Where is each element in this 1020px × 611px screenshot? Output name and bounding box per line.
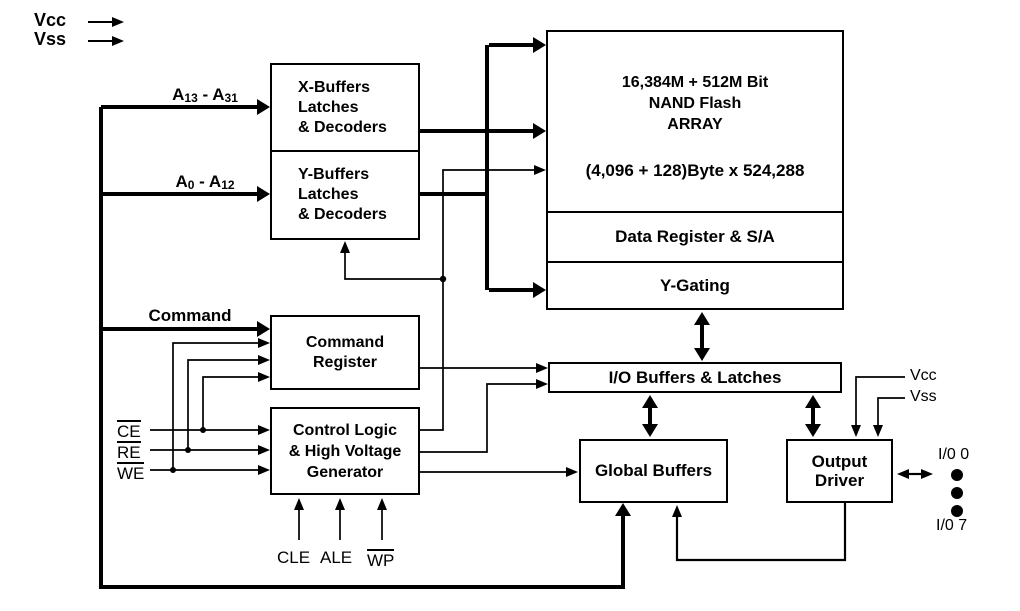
io-buffers-block — [548, 362, 842, 393]
y-buffers-label-line: & Decoders — [298, 206, 387, 223]
re-signal-label: RE — [117, 443, 141, 462]
x-buffers-label-line: Latches — [298, 98, 359, 116]
address-decode-bus-wires — [420, 45, 533, 290]
command-register-label-line: Command — [305, 333, 385, 351]
io-pin-first-label: I/0 0 — [938, 446, 970, 463]
vcc-input-label: Vcc — [34, 10, 67, 30]
command-register-label-line: Register — [312, 353, 378, 371]
y-buffers-label-line: Latches — [298, 186, 359, 203]
y-buffers-label-line: Y-Buffers — [298, 166, 370, 183]
control-logic-block — [270, 407, 420, 495]
output-driver-label-line: Output — [811, 452, 868, 471]
global-buffers-label: Global Buffers — [594, 461, 713, 480]
nand-array-title-line: ARRAY — [667, 116, 723, 133]
vss-right-label: Vss — [910, 388, 937, 405]
y-buffers-block — [270, 150, 420, 240]
wp-signal-label: WP — [367, 551, 395, 570]
vss-input-label: Vss — [34, 29, 67, 49]
cle-signal-label: CLE — [277, 548, 311, 567]
nand-array-title — [546, 72, 844, 135]
control-logic-label-line: & High Voltage — [288, 442, 402, 460]
io-buffers-label: I/O Buffers & Latches — [608, 367, 782, 387]
control-logic-label-line: Control Logic — [293, 421, 397, 439]
output-driver-label-line: Driver — [814, 471, 865, 490]
ale-signal-label: ALE — [320, 548, 353, 567]
x-buffers-label-line: & Decoders — [298, 118, 387, 136]
vcc-right-label: Vcc — [910, 367, 937, 384]
data-register-block — [546, 211, 844, 263]
command-register-block — [270, 315, 420, 390]
address-high-label: A13 - A31 — [172, 85, 238, 105]
io-pin-dots — [951, 469, 963, 517]
global-buffers-block — [579, 439, 728, 503]
io-pin-last-label: I/0 7 — [936, 517, 968, 534]
nand-array-organization: (4,096 + 128)Byte x 524,288 — [585, 161, 805, 180]
control-logic-label-line: Generator — [306, 463, 384, 481]
ce-signal-label: CE — [117, 422, 141, 441]
y-gating-block — [546, 261, 844, 310]
data-register-label: Data Register & S/A — [615, 227, 775, 246]
y-gating-label: Y-Gating — [660, 275, 730, 295]
x-buffers-block — [270, 63, 420, 152]
power-input-arrows — [88, 22, 112, 41]
output-driver-block — [786, 439, 893, 503]
address-low-label: A0 - A12 — [175, 172, 235, 192]
command-signal-label: Command — [148, 306, 232, 325]
x-buffers-label-line: X-Buffers — [298, 78, 371, 96]
nand-array-title-line: 16,384M + 512M Bit — [621, 74, 769, 91]
we-signal-label: WE — [117, 464, 145, 483]
nand-array-title-line: NAND Flash — [648, 95, 742, 112]
